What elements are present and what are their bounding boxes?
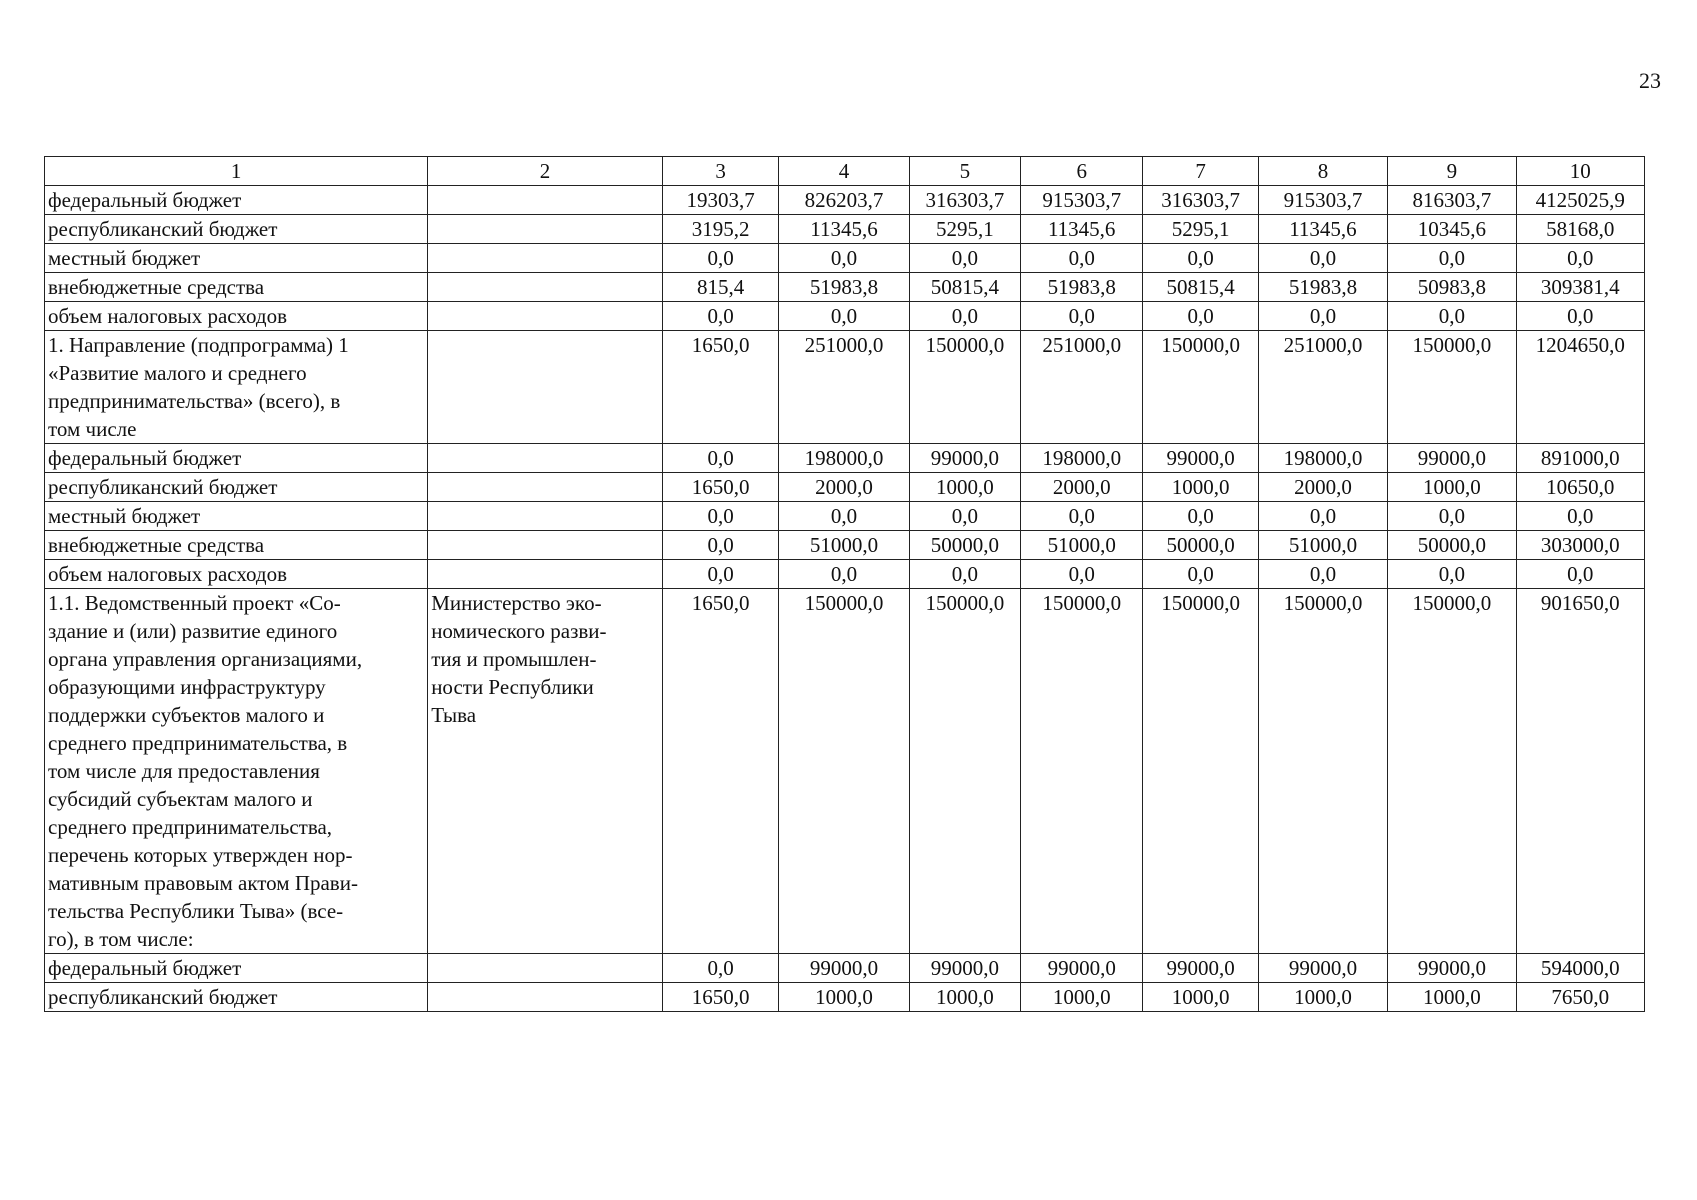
value-cell-col-10: 10650,0	[1516, 473, 1644, 502]
value-cell-col-3: 0,0	[662, 502, 778, 531]
value-cell-col-8: 51000,0	[1258, 531, 1387, 560]
value-cell-col-8: 915303,7	[1258, 186, 1387, 215]
value-cell-col-4: 0,0	[779, 502, 909, 531]
table-row	[45, 531, 1645, 560]
value-cell-col-5: 1000,0	[909, 983, 1020, 1012]
row-name-cell: объем налоговых расходов	[45, 302, 428, 331]
value-cell-col-8: 0,0	[1258, 502, 1387, 531]
responsible-cell	[428, 302, 663, 331]
value-cell-col-6: 251000,0	[1021, 331, 1143, 444]
budget-table-container	[44, 156, 1645, 1012]
value-cell-col-3: 0,0	[662, 560, 778, 589]
value-cell-col-8: 2000,0	[1258, 473, 1387, 502]
value-cell-col-10: 309381,4	[1516, 273, 1644, 302]
value-cell-col-9: 0,0	[1388, 560, 1516, 589]
value-cell-col-3: 1650,0	[662, 473, 778, 502]
responsible-cell	[428, 531, 663, 560]
header-cell-3: 3	[662, 157, 778, 186]
value-cell-col-4: 251000,0	[779, 331, 909, 444]
value-cell-col-7: 316303,7	[1143, 186, 1258, 215]
value-cell-col-9: 1000,0	[1388, 473, 1516, 502]
responsible-cell	[428, 954, 663, 983]
value-cell-col-7: 50000,0	[1143, 531, 1258, 560]
value-cell-col-10: 7650,0	[1516, 983, 1644, 1012]
row-name-cell: республиканский бюджет	[45, 215, 428, 244]
value-cell-col-3: 1650,0	[662, 589, 778, 954]
table-row	[45, 215, 1645, 244]
value-cell-col-4: 51983,8	[779, 273, 909, 302]
row-name-cell: 1.1. Ведомственный проект «Со- здание и (или) развитие единого органа управления организациями, образующими инфраструктуру поддержки субъектов малого и среднего предпринимательства, в том числе для предоставления субсидий субъектам малого и среднего предпринимательства, перечень которых утвержден нор- мативным правовым актом Прави- тельства Республики Тыва» (все- го), в том числе:	[45, 589, 428, 954]
value-cell-col-6: 51000,0	[1021, 531, 1143, 560]
responsible-cell	[428, 560, 663, 589]
value-cell-col-9: 50000,0	[1388, 531, 1516, 560]
value-cell-col-8: 0,0	[1258, 560, 1387, 589]
value-cell-col-8: 198000,0	[1258, 444, 1387, 473]
responsible-cell	[428, 186, 663, 215]
responsible-cell	[428, 244, 663, 273]
row-name-cell: внебюджетные средства	[45, 531, 428, 560]
value-cell-col-8: 0,0	[1258, 244, 1387, 273]
row-name-cell: внебюджетные средства	[45, 273, 428, 302]
responsible-cell	[428, 273, 663, 302]
responsible-cell	[428, 473, 663, 502]
table-row	[45, 954, 1645, 983]
row-name-cell: республиканский бюджет	[45, 983, 428, 1012]
value-cell-col-8: 251000,0	[1258, 331, 1387, 444]
table-row	[45, 331, 1645, 444]
header-cell-5: 5	[909, 157, 1020, 186]
header-cell-4: 4	[779, 157, 909, 186]
value-cell-col-7: 1000,0	[1143, 473, 1258, 502]
value-cell-col-10: 0,0	[1516, 560, 1644, 589]
value-cell-col-5: 5295,1	[909, 215, 1020, 244]
budget-table	[44, 156, 1645, 1012]
table-row	[45, 273, 1645, 302]
table-row	[45, 502, 1645, 531]
responsible-cell	[428, 331, 663, 444]
value-cell-col-4: 150000,0	[779, 589, 909, 954]
value-cell-col-5: 150000,0	[909, 589, 1020, 954]
responsible-cell: Министерство эко- номического разви- тия и промышлен- ности Республики Тыва	[428, 589, 663, 954]
value-cell-col-7: 99000,0	[1143, 954, 1258, 983]
value-cell-col-9: 50983,8	[1388, 273, 1516, 302]
row-name-cell: местный бюджет	[45, 502, 428, 531]
row-name-cell: федеральный бюджет	[45, 444, 428, 473]
table-row	[45, 302, 1645, 331]
value-cell-col-4: 11345,6	[779, 215, 909, 244]
value-cell-col-4: 51000,0	[779, 531, 909, 560]
value-cell-col-8: 150000,0	[1258, 589, 1387, 954]
row-name-cell: федеральный бюджет	[45, 186, 428, 215]
value-cell-col-10: 0,0	[1516, 302, 1644, 331]
value-cell-col-3: 0,0	[662, 244, 778, 273]
value-cell-col-6: 11345,6	[1021, 215, 1143, 244]
value-cell-col-3: 1650,0	[662, 331, 778, 444]
value-cell-col-9: 99000,0	[1388, 444, 1516, 473]
value-cell-col-9: 0,0	[1388, 502, 1516, 531]
value-cell-col-7: 5295,1	[1143, 215, 1258, 244]
value-cell-col-3: 0,0	[662, 302, 778, 331]
header-cell-1: 1	[45, 157, 428, 186]
value-cell-col-5: 50815,4	[909, 273, 1020, 302]
value-cell-col-6: 2000,0	[1021, 473, 1143, 502]
value-cell-col-4: 0,0	[779, 244, 909, 273]
value-cell-col-5: 0,0	[909, 244, 1020, 273]
value-cell-col-8: 51983,8	[1258, 273, 1387, 302]
header-cell-8: 8	[1258, 157, 1387, 186]
value-cell-col-5: 0,0	[909, 502, 1020, 531]
value-cell-col-9: 99000,0	[1388, 954, 1516, 983]
value-cell-col-3: 0,0	[662, 444, 778, 473]
value-cell-col-5: 99000,0	[909, 954, 1020, 983]
value-cell-col-6: 198000,0	[1021, 444, 1143, 473]
value-cell-col-4: 0,0	[779, 302, 909, 331]
value-cell-col-7: 0,0	[1143, 502, 1258, 531]
value-cell-col-7: 0,0	[1143, 302, 1258, 331]
value-cell-col-9: 0,0	[1388, 244, 1516, 273]
value-cell-col-6: 51983,8	[1021, 273, 1143, 302]
value-cell-col-8: 0,0	[1258, 302, 1387, 331]
value-cell-col-5: 1000,0	[909, 473, 1020, 502]
value-cell-col-10: 0,0	[1516, 244, 1644, 273]
row-name-cell: местный бюджет	[45, 244, 428, 273]
value-cell-col-9: 10345,6	[1388, 215, 1516, 244]
value-cell-col-6: 0,0	[1021, 302, 1143, 331]
table-row	[45, 560, 1645, 589]
row-name-cell: объем налоговых расходов	[45, 560, 428, 589]
value-cell-col-9: 1000,0	[1388, 983, 1516, 1012]
value-cell-col-10: 4125025,9	[1516, 186, 1644, 215]
responsible-cell	[428, 215, 663, 244]
table-row	[45, 444, 1645, 473]
value-cell-col-7: 150000,0	[1143, 331, 1258, 444]
value-cell-col-9: 150000,0	[1388, 589, 1516, 954]
value-cell-col-10: 303000,0	[1516, 531, 1644, 560]
table-row	[45, 186, 1645, 215]
value-cell-col-4: 0,0	[779, 560, 909, 589]
value-cell-col-4: 1000,0	[779, 983, 909, 1012]
responsible-cell	[428, 502, 663, 531]
value-cell-col-5: 316303,7	[909, 186, 1020, 215]
header-cell-7: 7	[1143, 157, 1258, 186]
value-cell-col-10: 0,0	[1516, 502, 1644, 531]
header-cell-2: 2	[428, 157, 663, 186]
header-cell-6: 6	[1021, 157, 1143, 186]
value-cell-col-3: 815,4	[662, 273, 778, 302]
value-cell-col-4: 826203,7	[779, 186, 909, 215]
value-cell-col-5: 0,0	[909, 560, 1020, 589]
value-cell-col-3: 1650,0	[662, 983, 778, 1012]
table-row	[45, 589, 1645, 954]
table-row	[45, 983, 1645, 1012]
value-cell-col-7: 0,0	[1143, 244, 1258, 273]
row-name-cell: республиканский бюджет	[45, 473, 428, 502]
value-cell-col-6: 1000,0	[1021, 983, 1143, 1012]
value-cell-col-7: 0,0	[1143, 560, 1258, 589]
value-cell-col-7: 50815,4	[1143, 273, 1258, 302]
value-cell-col-3: 0,0	[662, 954, 778, 983]
value-cell-col-10: 1204650,0	[1516, 331, 1644, 444]
value-cell-col-9: 150000,0	[1388, 331, 1516, 444]
value-cell-col-7: 1000,0	[1143, 983, 1258, 1012]
table-row	[45, 473, 1645, 502]
responsible-cell	[428, 983, 663, 1012]
value-cell-col-4: 2000,0	[779, 473, 909, 502]
value-cell-col-8: 1000,0	[1258, 983, 1387, 1012]
value-cell-col-6: 0,0	[1021, 244, 1143, 273]
value-cell-col-9: 816303,7	[1388, 186, 1516, 215]
row-name-cell: федеральный бюджет	[45, 954, 428, 983]
value-cell-col-3: 19303,7	[662, 186, 778, 215]
value-cell-col-7: 99000,0	[1143, 444, 1258, 473]
value-cell-col-5: 99000,0	[909, 444, 1020, 473]
row-name-cell: 1. Направление (подпрограмма) 1 «Развитие малого и среднего предпринимательства» (всего), в том числе	[45, 331, 428, 444]
header-cell-9: 9	[1388, 157, 1516, 186]
value-cell-col-10: 594000,0	[1516, 954, 1644, 983]
value-cell-col-5: 150000,0	[909, 331, 1020, 444]
value-cell-col-6: 0,0	[1021, 502, 1143, 531]
value-cell-col-5: 50000,0	[909, 531, 1020, 560]
table-row	[45, 244, 1645, 273]
value-cell-col-4: 99000,0	[779, 954, 909, 983]
value-cell-col-4: 198000,0	[779, 444, 909, 473]
value-cell-col-10: 58168,0	[1516, 215, 1644, 244]
value-cell-col-9: 0,0	[1388, 302, 1516, 331]
header-row	[45, 157, 1645, 186]
value-cell-col-5: 0,0	[909, 302, 1020, 331]
page-number: 23	[1639, 68, 1661, 93]
table-body	[45, 186, 1645, 1012]
responsible-cell	[428, 444, 663, 473]
value-cell-col-6: 915303,7	[1021, 186, 1143, 215]
value-cell-col-3: 3195,2	[662, 215, 778, 244]
value-cell-col-3: 0,0	[662, 531, 778, 560]
value-cell-col-6: 99000,0	[1021, 954, 1143, 983]
header-cell-10: 10	[1516, 157, 1644, 186]
value-cell-col-10: 901650,0	[1516, 589, 1644, 954]
value-cell-col-8: 99000,0	[1258, 954, 1387, 983]
value-cell-col-7: 150000,0	[1143, 589, 1258, 954]
value-cell-col-6: 150000,0	[1021, 589, 1143, 954]
value-cell-col-6: 0,0	[1021, 560, 1143, 589]
value-cell-col-8: 11345,6	[1258, 215, 1387, 244]
value-cell-col-10: 891000,0	[1516, 444, 1644, 473]
